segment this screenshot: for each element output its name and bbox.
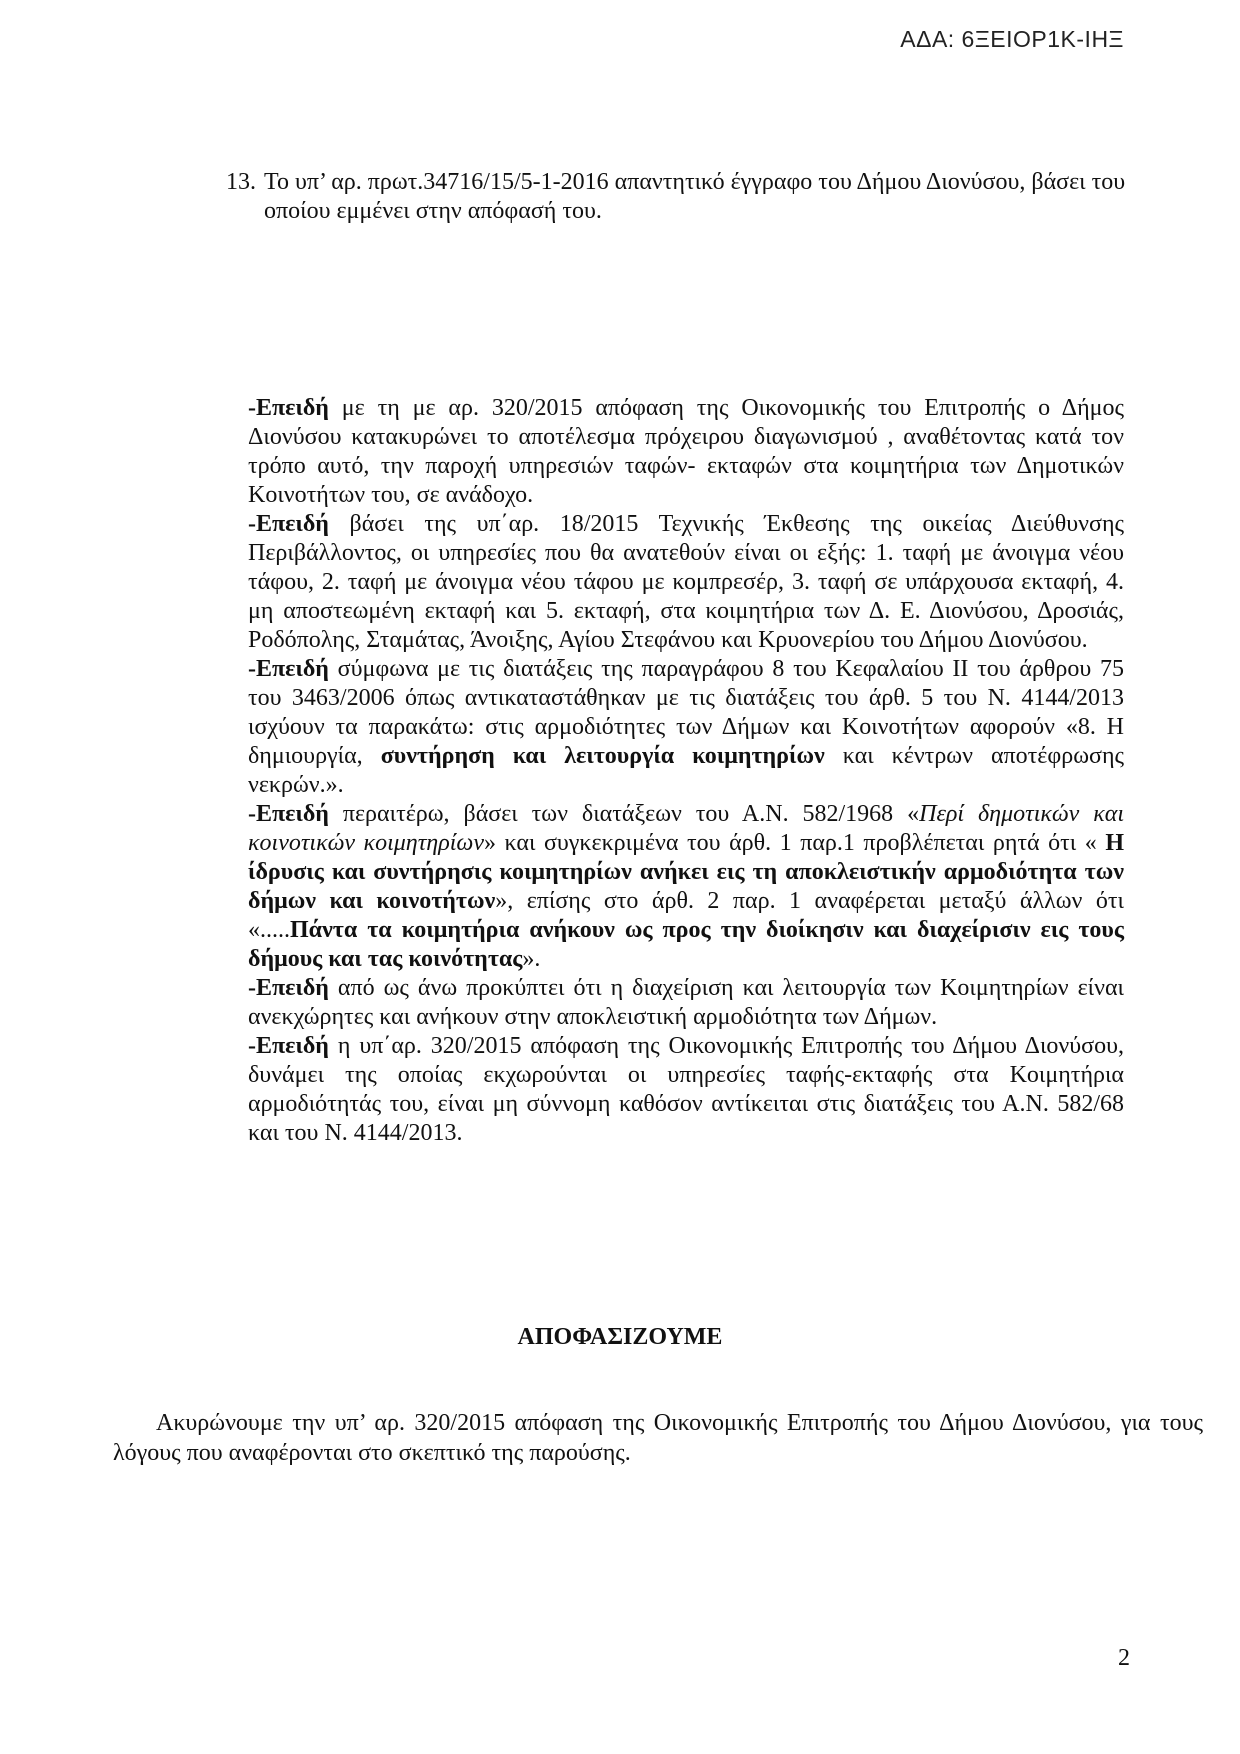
reason-text: σύμφωνα με τις διατάξεις της παραγράφου 8 του Κεφαλαίου ΙΙ του άρθρου 75 του 3463/2006 όπως αντικαταστάθηκαν με τις διατάξεις του άρθ. 5 του Ν. 4144/2013 ισχύουν τα παρακάτω: στις αρμοδιότητες των Δήμων και Κοινοτήτων αφορούν «8. Η δημιουργία, (248, 656, 1124, 769)
reason-lead: -Επειδή (248, 656, 329, 682)
reason-text: η υπ΄αρ. 320/2015 απόφαση της Οικονομικής Επιτροπής του Δήμου Διονύσου, δυνάμει της οποίας εκχωρούνται οι υπηρεσίες ταφής-εκταφής στα Κοιμητήρια αρμοδιότητάς του, είναι μη σύννομη καθόσον αντίκειται στις διατάξεις του Α.Ν. 582/68 και του Ν. 4144/2013. (248, 1033, 1124, 1146)
reason-text: με τη με αρ. 320/2015 απόφαση της Οικονομικής του Επιτροπής ο Δήμος Διονύσου κατακυρώνει το αποτέλεσμα πρόχειρου διαγωνισμού , αναθέτοντας κατά τον τρόπο αυτό, την παροχή υπηρεσιών ταφών- εκταφών στα κοιμητήρια των Δημοτικών Κοινοτήτων του, σε ανάδοχο. (248, 395, 1124, 508)
reason-text: περαιτέρω, βάσει των διατάξεων του Α.Ν. 582/1968 « (328, 801, 920, 827)
list-item-13 (226, 168, 1146, 226)
quote-bold-1: Η ίδρυσις και συντήρησις κοιμητηρίων ανήκει εις τη αποκλειστικήν αρμοδιότητα των δήμων και κοινοτήτων (248, 830, 1125, 914)
reason-text: ». (522, 946, 541, 972)
reason-tail: και κέντρων αποτέφρωσης νεκρών.». (248, 743, 1124, 798)
ada-code: ΑΔΑ: 6ΞΕΙΟΡ1Κ-ΙΗΞ (900, 26, 1124, 52)
reason-text: από ως άνω προκύπτει ότι η διαχείριση και λειτουργία των Κοιμητηρίων είναι ανεκχώρητες και ανήκουν στην αποκλειστική αρμοδιότητα των Δήμων. (248, 975, 1124, 1030)
reason-paragraph-5 (248, 974, 1124, 1032)
reason-bold: συντήρηση και λειτουργία κοιμητηρίων (380, 743, 825, 769)
reason-text: » και συγκεκριμένα του άρθ. 1 παρ.1 προβλέπεται ρητά ότι « (483, 830, 1106, 856)
reason-lead: -Επειδή (248, 801, 329, 827)
quote-bold-2: Πάντα τα κοιμητήρια ανήκουν ως προς την διοίκησιν και διαχείρισιν εις τους δήμους και τας κοινότητας (248, 917, 1124, 972)
law-title: Περί δημοτικών και κοινοτικών κοιμητηρίων (248, 801, 1125, 856)
reason-paragraph-4 (248, 800, 1124, 974)
page-number: 2 (1118, 1645, 1130, 1671)
decision-heading: ΑΠΟΦΑΣΙΖΟΥΜΕ (517, 1324, 723, 1350)
item-text: Το υπ’ αρ. πρωτ.34716/15/5-1-2016 απαντητικό έγγραφο του Δήμου Διονύσου, βάσει του οποίου εμμένει στην απόφασή του. (264, 169, 1126, 224)
reason-paragraph-2 (248, 510, 1124, 655)
reasons-section (248, 394, 1124, 1148)
reason-lead: -Επειδή (248, 975, 329, 1001)
reason-paragraph-3 (248, 655, 1124, 800)
reason-text: », επίσης στο άρθ. 2 παρ. 1 αναφέρεται μεταξύ άλλων ότι «..... (248, 888, 1124, 943)
reason-text: βάσει της υπ΄αρ. 18/2015 Τεχνικής Έκθεσης της οικείας Διεύθυνσης Περιβάλλοντος, οι υπηρεσίες που θα ανατεθούν είναι οι εξής: 1. ταφή με άνοιγμα νέου τάφου, 2. ταφή με άνοιγμα νέου τάφου με κομπρεσέρ, 3. ταφή σε υπάρχουσα εκταφή, 4. μη αποστεωμένη εκταφή και 5. εκταφή, στα κοιμητήρια των Δ. Ε. Διονύσου, Δροσιάς, Ροδόπολης, Σταμάτας, Άνοιξης, Αγίου Στεφάνου και Κρυονερίου του Δήμου Διονύσου. (248, 511, 1124, 653)
item-number: 13. (226, 169, 256, 195)
decision-text: Ακυρώνουμε την υπ’ αρ. 320/2015 απόφαση της Οικονομικής Επιτροπής του Δήμου Διονύσου, για τους λόγους που αναφέρονται στο σκεπτικό της παρούσης. (113, 1410, 1203, 1466)
reason-paragraph-6 (248, 1032, 1124, 1148)
reason-lead: -Επειδή (248, 395, 329, 421)
reason-paragraph-1 (248, 394, 1124, 510)
reason-lead: -Επειδή (248, 1033, 329, 1059)
reason-lead: -Επειδή (248, 511, 329, 537)
